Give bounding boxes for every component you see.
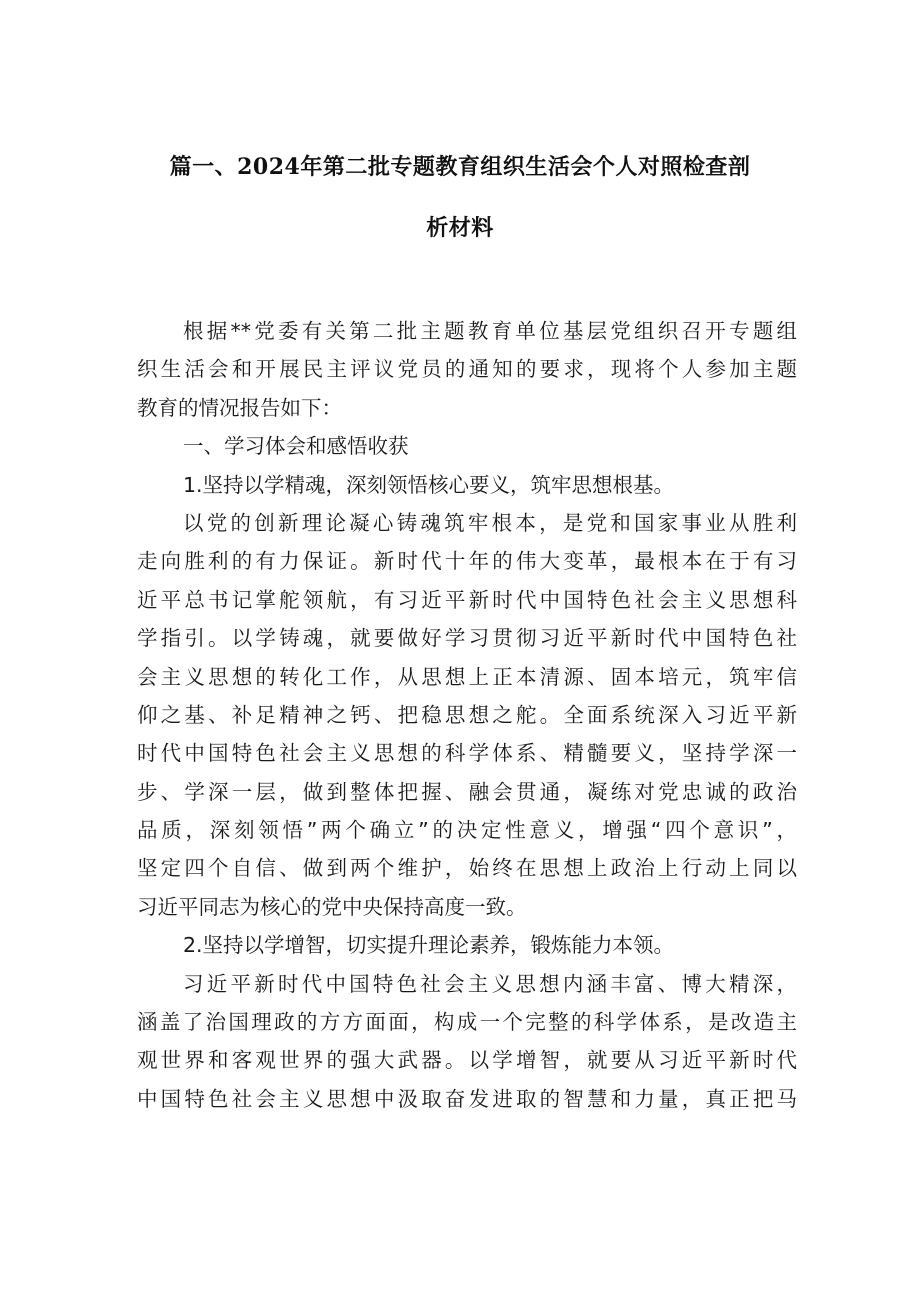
body-line: 学指引。以学铸魂，就要做好学习贯彻习近平新时代中国特色社 <box>137 626 797 651</box>
body-line: 织生活会和开展民主评议党员的通知的要求，现将个人参加主题 <box>137 357 797 382</box>
body-line: 会主义思想的转化工作，从思想上正本清源、固本培元，筑牢信 <box>137 664 797 689</box>
body-line: 习近平同志为核心的党中央保持高度一致。 <box>137 894 527 919</box>
document-title-line-2: 析材料 <box>426 215 494 241</box>
body-line: 仰之基、补足精神之钙、把稳思想之舵。全面系统深入习近平新 <box>137 702 797 727</box>
body-line: 教育的情况报告如下： <box>137 395 342 420</box>
body-line: 习近平新时代中国特色社会主义思想内涵丰富、博大精深， <box>183 971 797 996</box>
body-line: 近平总书记掌舵领航，有习近平新时代中国特色社会主义思想科 <box>137 587 797 612</box>
body-line: 观世界和客观世界的强大武器。以学增智，就要从习近平新时代 <box>137 1048 797 1073</box>
body-line: 根据**党委有关第二批主题教育单位基层党组织召开专题组 <box>183 319 797 343</box>
body-line: 中国特色社会主义思想中汲取奋发进取的智慧和力量，真正把马 <box>137 1086 797 1111</box>
body-line: 时代中国特色社会主义思想的科学体系、精髓要义，坚持学深一 <box>137 741 797 766</box>
body-line: 品质，深刻领悟”两个确立”的决定性意义，增强“四个意识”， <box>137 818 797 843</box>
body-line: 走向胜利的有力保证。新时代十年的伟大变革，最根本在于有习 <box>137 549 797 574</box>
body-line: 涵盖了治国理政的方方面面，构成一个完整的科学体系，是改造主 <box>137 1010 797 1035</box>
body-line: 坚定四个自信、做到两个维护，始终在思想上政治上行动上同以 <box>137 856 797 881</box>
subsection-heading: 2.坚持以学增智，切实提升理论素养，锻炼能力本领。 <box>183 933 675 958</box>
subsection-heading: 1.坚持以学精魂，深刻领悟核心要义，筑牢思想根基。 <box>183 472 675 497</box>
document-title-line-1: 篇一、2024年第二批专题教育组织生活会个人对照检查剖 <box>169 154 751 180</box>
section-heading: 一、学习体会和感悟收获 <box>183 434 409 459</box>
document-body <box>137 312 797 1118</box>
body-line: 步、学深一层，做到整体把握、融会贯通，凝练对党忠诚的政治 <box>137 779 797 804</box>
body-line: 以党的创新理论凝心铸魂筑牢根本，是党和国家事业从胜利 <box>183 510 797 535</box>
